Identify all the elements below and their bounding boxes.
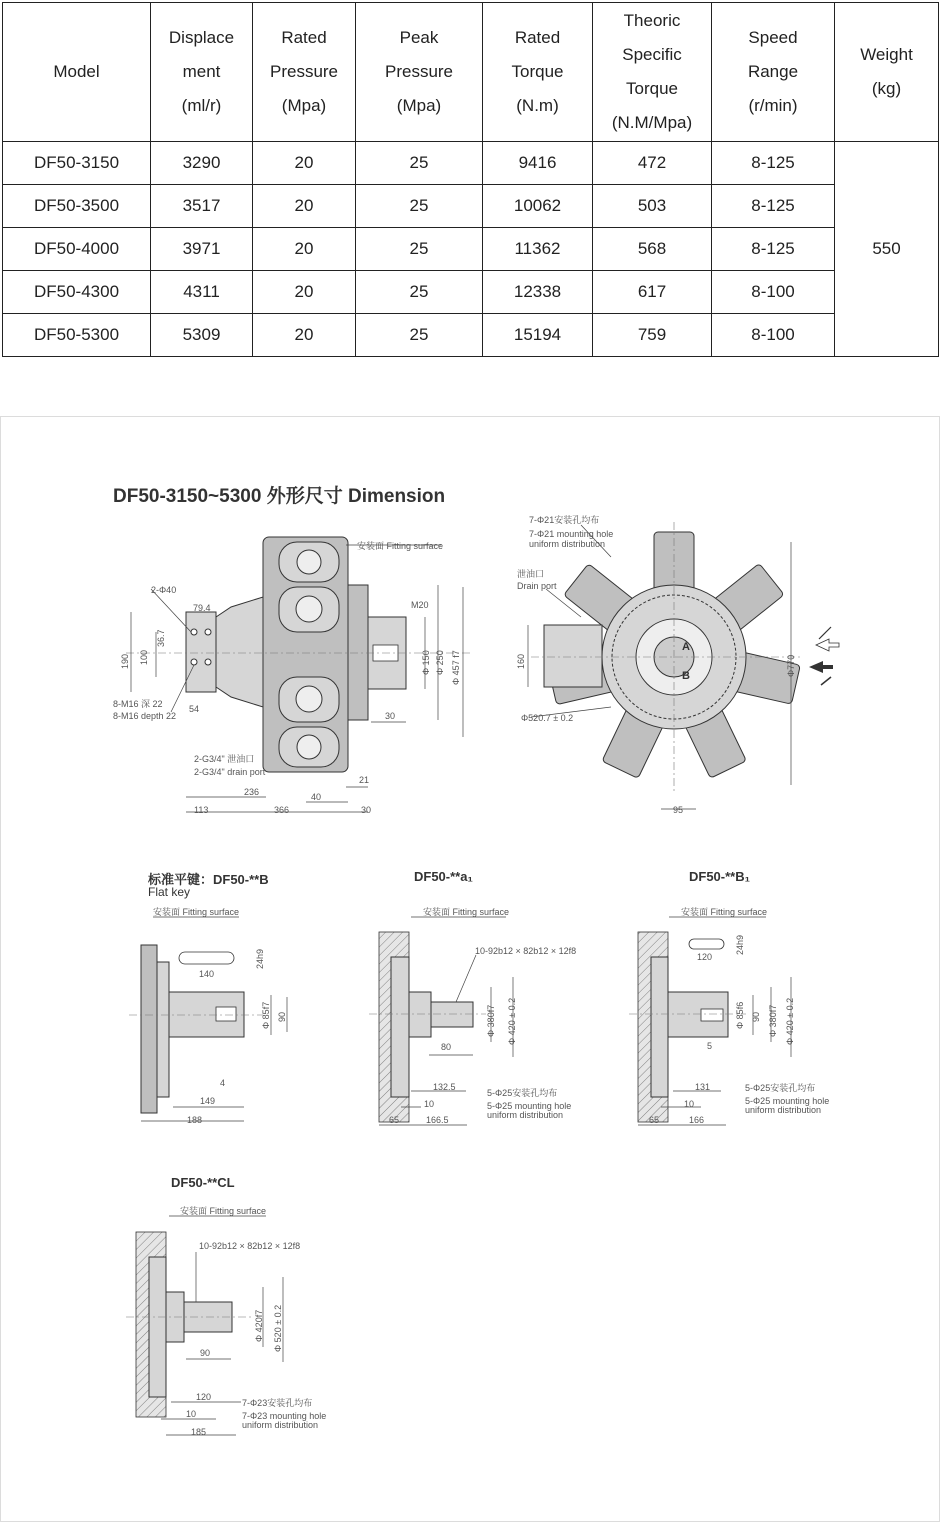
- cell-specific-torque: 472: [593, 142, 712, 185]
- dim-21: 21: [359, 775, 370, 785]
- header-peak-pressure: Peak Pressure (Mpa): [356, 3, 483, 142]
- cl-mount-en2: uniform distribution: [242, 1420, 319, 1430]
- cl-dim-420: Φ 420f7: [254, 1309, 264, 1342]
- a1-spline-shaft: [431, 1002, 473, 1027]
- a1-dim-420: Φ 420 ± 0.2: [507, 997, 517, 1045]
- dim-250: Φ 250: [435, 650, 445, 675]
- cell-specific-torque: 617: [593, 271, 712, 314]
- a1-dim-80: 80: [441, 1042, 452, 1052]
- dim-113: 113: [194, 805, 209, 815]
- arrow-left-outline-icon: [816, 639, 839, 651]
- variant-b-subtitle: Flat key: [148, 885, 191, 899]
- a1-dim-166: 166.5: [426, 1115, 449, 1125]
- a1-dim-380: Φ 380f7: [486, 1004, 496, 1037]
- cell-model: DF50-3500: [3, 185, 151, 228]
- table-row: [3, 228, 939, 271]
- dim-457: Φ 457 f7: [451, 650, 461, 685]
- cell-rated-torque: 10062: [483, 185, 593, 228]
- dim-366: 366: [274, 805, 290, 815]
- a1-body: [391, 957, 409, 1097]
- cl-dim-185: 185: [191, 1427, 207, 1437]
- dim-front-95: 95: [673, 805, 684, 815]
- dim-front-770: Φ770: [786, 654, 796, 677]
- cl-dim-90: 90: [200, 1348, 211, 1358]
- front-drain-cn: 泄油口: [517, 569, 545, 579]
- port-a-label: A: [682, 641, 690, 653]
- cell-model: DF50-4000: [3, 228, 151, 271]
- dim-54: 54: [189, 704, 200, 714]
- cl-mount-cn: 7-Φ23安装孔均布: [242, 1398, 313, 1408]
- dim-front-160: 160: [516, 653, 526, 669]
- b-dim-149: 149: [200, 1096, 216, 1106]
- b-dim-90: 90: [277, 1011, 287, 1022]
- cell-rated-pressure: 20: [253, 271, 356, 314]
- b1-body: [651, 957, 668, 1097]
- dim-m16-cn: 8-M16 深 22: [113, 699, 163, 709]
- a1-fitting-surface: 安装面 Fitting surface: [423, 907, 510, 917]
- front-mount-en1: 7-Φ21 mounting hole: [529, 529, 614, 539]
- rotation-arrow-up-icon: [819, 627, 831, 639]
- cell-peak-pressure: 25: [356, 142, 483, 185]
- dim-40: 40: [311, 792, 322, 802]
- b-dim-140: 140: [199, 969, 215, 979]
- port-b-label: B: [682, 670, 690, 682]
- cell-specific-torque: 568: [593, 228, 712, 271]
- cl-dim-520: Φ 520 ± 0.2: [273, 1304, 283, 1352]
- spec-table: [2, 2, 939, 357]
- dim-front-520: Φ520.7 ± 0.2: [521, 713, 574, 723]
- cell-peak-pressure: 25: [356, 228, 483, 271]
- cell-rated-pressure: 20: [253, 314, 356, 357]
- a1-hub: [409, 992, 431, 1037]
- cell-weight: 550: [835, 142, 939, 357]
- b1-dim-90: 90: [751, 1011, 761, 1022]
- cell-displacement: 3517: [151, 185, 253, 228]
- port-block: [186, 612, 216, 692]
- a1-dim-10: 10: [424, 1099, 435, 1109]
- table-row: [3, 185, 939, 228]
- main-side-view: [113, 537, 471, 815]
- cl-dim-10: 10: [186, 1409, 197, 1419]
- b-flange-back: [141, 945, 157, 1113]
- distributor-housing: [216, 597, 263, 707]
- cl-fitting-surface: 安装面 Fitting surface: [180, 1206, 267, 1216]
- a1-spline: 10-92b12 × 82b12 × 12f8: [475, 946, 577, 956]
- cl-spline: 10-92b12 × 82b12 × 12f8: [199, 1241, 301, 1251]
- front-port-block: [544, 625, 602, 687]
- cell-model: DF50-4300: [3, 271, 151, 314]
- drain-cn: 2-G3/4" 泄油口: [194, 754, 255, 764]
- table-row: [3, 271, 939, 314]
- dim-m20: M20: [411, 600, 429, 610]
- cl-dim-120: 120: [196, 1392, 212, 1402]
- variant-b1-view: [629, 906, 829, 1125]
- drain-en: 2-G3/4" drain port: [194, 767, 266, 777]
- dim-36: 36.7: [156, 629, 166, 647]
- b1-dim-5: 5: [707, 1041, 713, 1051]
- cell-peak-pressure: 25: [356, 185, 483, 228]
- cell-displacement: 5309: [151, 314, 253, 357]
- b-flange: [157, 962, 169, 1097]
- cl-mount-en1: 7-Φ23 mounting hole: [242, 1411, 327, 1421]
- b-dim-85: Φ 85f7: [261, 1001, 271, 1029]
- b1-dim-120: 120: [697, 952, 713, 962]
- front-view: [516, 514, 839, 815]
- fitting-surface-label: 安装面 Fitting surface: [357, 541, 444, 551]
- cell-specific-torque: 503: [593, 185, 712, 228]
- cell-peak-pressure: 25: [356, 271, 483, 314]
- variant-b-view: [129, 906, 287, 1125]
- variant-b1-title: DF50-**B₁: [689, 869, 751, 884]
- header-displacement: Displace ment (ml/r): [151, 3, 253, 142]
- b1-fitting-surface: 安装面 Fitting surface: [681, 907, 768, 917]
- rotation-arrow-down-icon: [821, 677, 831, 685]
- dim-m16-en: 8-M16 depth 22: [113, 711, 177, 721]
- cell-rated-torque: 11362: [483, 228, 593, 271]
- cell-speed-range: 8-100: [712, 271, 835, 314]
- b1-dim-10: 10: [684, 1099, 695, 1109]
- variant-a1-title: DF50-**a₁: [414, 869, 473, 884]
- header-rated-torque: Rated Torque (N.m): [483, 3, 593, 142]
- b1-dim-65: 65: [649, 1115, 660, 1125]
- front-drain-en: Drain port: [517, 581, 557, 591]
- b1-key: [689, 939, 724, 949]
- dim-236: 236: [244, 787, 260, 797]
- b1-dim-166: 166: [689, 1115, 705, 1125]
- cell-model: DF50-5300: [3, 314, 151, 357]
- a1-mount-cn: 5-Φ25安装孔均布: [487, 1088, 558, 1098]
- b-dim-188: 188: [187, 1115, 203, 1125]
- header-weight: Weight (kg): [835, 3, 939, 142]
- dim-190: 190: [120, 653, 130, 669]
- arrow-left-solid-icon: [809, 661, 833, 673]
- cell-speed-range: 8-125: [712, 142, 835, 185]
- dim-holes-top: 2-Φ40: [151, 585, 177, 595]
- front-mount-en2: uniform distribution: [529, 539, 606, 549]
- b1-dim-420: Φ 420 ± 0.2: [785, 997, 795, 1045]
- a1-dim-65: 65: [389, 1115, 400, 1125]
- dim-30b: 30: [361, 805, 372, 815]
- dimension-drawing-panel: [0, 416, 940, 1522]
- variant-cl-view: [126, 1205, 326, 1437]
- a1-dim-132: 132.5: [433, 1082, 456, 1092]
- dim-79: 79.4: [193, 603, 211, 613]
- variant-b-title: 标准平键：DF50-**B: [148, 872, 269, 887]
- b-dim-24: 24h9: [255, 948, 265, 969]
- cell-model: DF50-3150: [3, 142, 151, 185]
- front-mount-cn: 7-Φ21安装孔均布: [529, 515, 600, 525]
- cell-rated-torque: 15194: [483, 314, 593, 357]
- cell-speed-range: 8-100: [712, 314, 835, 357]
- b1-dim-131: 131: [695, 1082, 711, 1092]
- cell-rated-pressure: 20: [253, 142, 356, 185]
- dim-30a: 30: [385, 711, 396, 721]
- cell-rated-torque: 9416: [483, 142, 593, 185]
- b-dim-4: 4: [220, 1078, 226, 1088]
- variant-cl-title: DF50-**CL: [171, 1175, 235, 1190]
- a1-mount-en1: 5-Φ25 mounting hole: [487, 1101, 572, 1111]
- b1-dim-380: Φ 380f7: [768, 1004, 778, 1037]
- b1-mount-en2: uniform distribution: [745, 1105, 822, 1115]
- cell-speed-range: 8-125: [712, 185, 835, 228]
- technical-drawings: [1, 417, 939, 1521]
- dim-100: 100: [139, 649, 149, 665]
- cell-rated-pressure: 20: [253, 228, 356, 271]
- cell-displacement: 3971: [151, 228, 253, 271]
- cl-body: [149, 1257, 166, 1397]
- mounting-flange: [348, 585, 368, 720]
- dimension-title: DF50-3150~5300 外形尺寸 Dimension: [113, 486, 446, 507]
- table-row: [3, 314, 939, 357]
- cell-specific-torque: 759: [593, 314, 712, 357]
- b-key: [179, 952, 234, 964]
- cell-peak-pressure: 25: [356, 314, 483, 357]
- cell-displacement: 4311: [151, 271, 253, 314]
- a1-mount-en2: uniform distribution: [487, 1110, 564, 1120]
- header-specific-torque: Theoric Specific Torque (N.M/Mpa): [593, 3, 712, 142]
- dim-150: Φ 150: [421, 650, 431, 675]
- b1-mount-cn: 5-Φ25安装孔均布: [745, 1083, 816, 1093]
- variant-a1-view: [369, 906, 576, 1125]
- cell-speed-range: 8-125: [712, 228, 835, 271]
- table-header-row: [3, 3, 939, 142]
- header-speed-range: Speed Range (r/min): [712, 3, 835, 142]
- cell-rated-torque: 12338: [483, 271, 593, 314]
- table-row: [3, 142, 939, 185]
- b1-dim-24: 24h9: [735, 934, 745, 955]
- b1-mount-en1: 5-Φ25 mounting hole: [745, 1096, 830, 1106]
- b-fitting-surface: 安装面 Fitting surface: [153, 907, 240, 917]
- header-model: Model: [3, 3, 151, 142]
- b1-dim-85: Φ 85f6: [735, 1001, 745, 1029]
- cell-displacement: 3290: [151, 142, 253, 185]
- cell-rated-pressure: 20: [253, 185, 356, 228]
- header-rated-pressure: Rated Pressure (Mpa): [253, 3, 356, 142]
